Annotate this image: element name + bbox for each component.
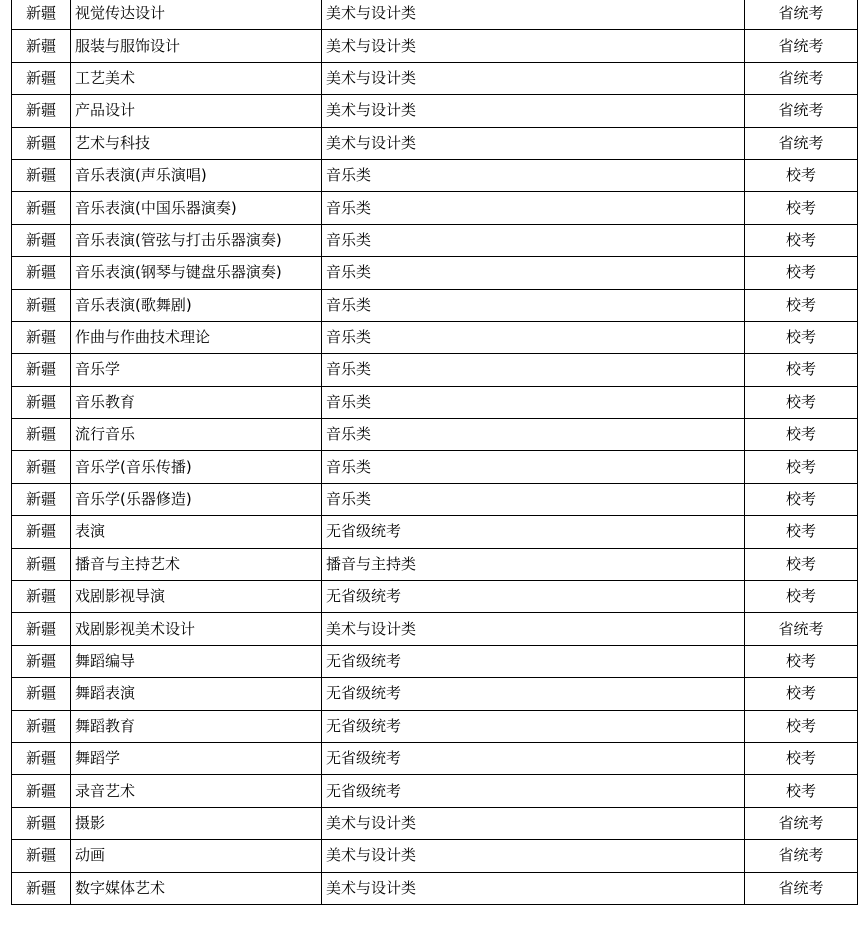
table-row [12,192,858,224]
major-cell: 音乐学(音乐传播) [71,451,322,483]
table-row [12,548,858,580]
province-cell: 新疆 [12,451,71,483]
table-row [12,516,858,548]
category-cell: 音乐类 [322,192,745,224]
table-row [12,710,858,742]
exam-type-cell: 省统考 [745,95,858,127]
category-cell: 美术与设计类 [322,807,745,839]
category-cell: 音乐类 [322,289,745,321]
table-row [12,159,858,191]
table-row [12,483,858,515]
category-cell: 无省级统考 [322,678,745,710]
major-cell: 表演 [71,516,322,548]
exam-type-cell: 省统考 [745,30,858,62]
admissions-table-container [11,0,857,905]
table-row [12,678,858,710]
table-row [12,742,858,774]
table-row [12,95,858,127]
exam-type-cell: 校考 [745,224,858,256]
exam-type-cell: 省统考 [745,62,858,94]
major-cell: 播音与主持艺术 [71,548,322,580]
exam-type-cell: 省统考 [745,613,858,645]
table-row [12,257,858,289]
table-row [12,62,858,94]
major-cell: 摄影 [71,807,322,839]
major-cell: 服装与服饰设计 [71,30,322,62]
major-cell: 产品设计 [71,95,322,127]
table-row [12,581,858,613]
category-cell: 无省级统考 [322,775,745,807]
category-cell: 美术与设计类 [322,872,745,904]
major-cell: 视觉传达设计 [71,0,322,30]
province-cell: 新疆 [12,581,71,613]
province-cell: 新疆 [12,0,71,30]
major-cell: 录音艺术 [71,775,322,807]
exam-type-cell: 省统考 [745,127,858,159]
province-cell: 新疆 [12,807,71,839]
major-cell: 音乐表演(管弦与打击乐器演奏) [71,224,322,256]
province-cell: 新疆 [12,548,71,580]
major-cell: 音乐表演(歌舞剧) [71,289,322,321]
major-cell: 音乐学(乐器修造) [71,483,322,515]
table-row [12,872,858,904]
major-cell: 音乐教育 [71,386,322,418]
category-cell: 音乐类 [322,224,745,256]
province-cell: 新疆 [12,419,71,451]
exam-type-cell: 校考 [745,548,858,580]
table-row [12,127,858,159]
category-cell: 无省级统考 [322,645,745,677]
province-cell: 新疆 [12,645,71,677]
category-cell: 音乐类 [322,257,745,289]
exam-type-cell: 校考 [745,354,858,386]
major-cell: 音乐表演(中国乐器演奏) [71,192,322,224]
province-cell: 新疆 [12,192,71,224]
major-cell: 舞蹈学 [71,742,322,774]
major-cell: 舞蹈教育 [71,710,322,742]
major-cell: 音乐学 [71,354,322,386]
category-cell: 音乐类 [322,483,745,515]
exam-type-cell: 校考 [745,645,858,677]
category-cell: 音乐类 [322,159,745,191]
province-cell: 新疆 [12,613,71,645]
exam-type-cell: 校考 [745,321,858,353]
major-cell: 舞蹈表演 [71,678,322,710]
major-cell: 作曲与作曲技术理论 [71,321,322,353]
exam-type-cell: 省统考 [745,840,858,872]
category-cell: 无省级统考 [322,710,745,742]
category-cell: 美术与设计类 [322,0,745,30]
province-cell: 新疆 [12,775,71,807]
province-cell: 新疆 [12,742,71,774]
province-cell: 新疆 [12,224,71,256]
table-row [12,807,858,839]
category-cell: 音乐类 [322,419,745,451]
province-cell: 新疆 [12,30,71,62]
category-cell: 美术与设计类 [322,30,745,62]
exam-type-cell: 校考 [745,386,858,418]
table-body [12,0,858,904]
exam-type-cell: 校考 [745,516,858,548]
exam-type-cell: 校考 [745,581,858,613]
category-cell: 美术与设计类 [322,613,745,645]
table-row [12,30,858,62]
table-row [12,224,858,256]
province-cell: 新疆 [12,62,71,94]
table-row [12,613,858,645]
major-cell: 音乐表演(钢琴与键盘乐器演奏) [71,257,322,289]
exam-type-cell: 省统考 [745,807,858,839]
exam-type-cell: 校考 [745,775,858,807]
major-cell: 艺术与科技 [71,127,322,159]
category-cell: 音乐类 [322,354,745,386]
category-cell: 音乐类 [322,451,745,483]
major-cell: 戏剧影视美术设计 [71,613,322,645]
major-cell: 数字媒体艺术 [71,872,322,904]
exam-type-cell: 省统考 [745,0,858,30]
category-cell: 音乐类 [322,321,745,353]
province-cell: 新疆 [12,872,71,904]
major-cell: 流行音乐 [71,419,322,451]
exam-type-cell: 校考 [745,192,858,224]
major-cell: 舞蹈编导 [71,645,322,677]
category-cell: 无省级统考 [322,581,745,613]
province-cell: 新疆 [12,516,71,548]
table-row [12,451,858,483]
category-cell: 美术与设计类 [322,840,745,872]
category-cell: 美术与设计类 [322,95,745,127]
exam-type-cell: 校考 [745,419,858,451]
province-cell: 新疆 [12,386,71,418]
exam-type-cell: 校考 [745,451,858,483]
table-row [12,289,858,321]
exam-type-cell: 校考 [745,742,858,774]
category-cell: 无省级统考 [322,742,745,774]
table-row [12,645,858,677]
province-cell: 新疆 [12,257,71,289]
admissions-table [11,0,858,905]
province-cell: 新疆 [12,127,71,159]
major-cell: 工艺美术 [71,62,322,94]
table-row [12,840,858,872]
table-row [12,419,858,451]
exam-type-cell: 校考 [745,483,858,515]
exam-type-cell: 校考 [745,710,858,742]
major-cell: 动画 [71,840,322,872]
province-cell: 新疆 [12,483,71,515]
exam-type-cell: 校考 [745,159,858,191]
table-row [12,0,858,30]
table-row [12,321,858,353]
province-cell: 新疆 [12,289,71,321]
province-cell: 新疆 [12,678,71,710]
province-cell: 新疆 [12,840,71,872]
exam-type-cell: 校考 [745,678,858,710]
category-cell: 无省级统考 [322,516,745,548]
exam-type-cell: 校考 [745,257,858,289]
category-cell: 音乐类 [322,386,745,418]
major-cell: 音乐表演(声乐演唱) [71,159,322,191]
province-cell: 新疆 [12,95,71,127]
major-cell: 戏剧影视导演 [71,581,322,613]
table-row [12,354,858,386]
category-cell: 美术与设计类 [322,127,745,159]
province-cell: 新疆 [12,710,71,742]
table-row [12,775,858,807]
province-cell: 新疆 [12,354,71,386]
exam-type-cell: 省统考 [745,872,858,904]
province-cell: 新疆 [12,159,71,191]
category-cell: 美术与设计类 [322,62,745,94]
category-cell: 播音与主持类 [322,548,745,580]
province-cell: 新疆 [12,321,71,353]
table-row [12,386,858,418]
exam-type-cell: 校考 [745,289,858,321]
